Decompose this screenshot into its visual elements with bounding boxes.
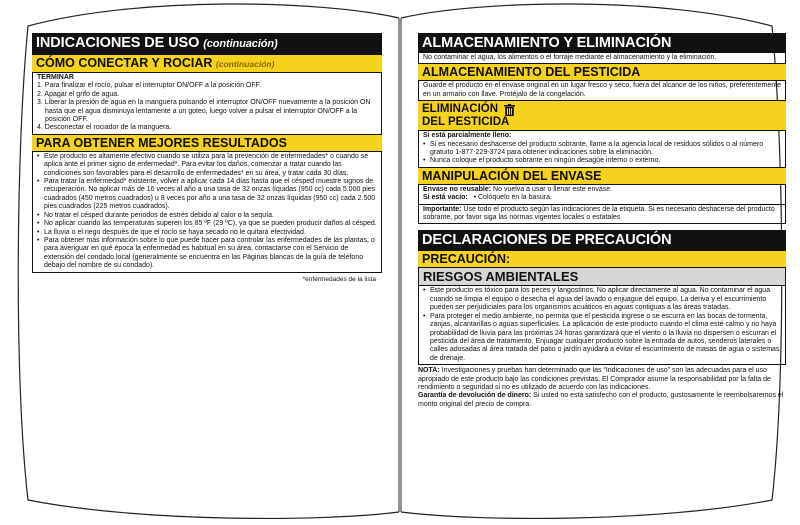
environmental-hazards-body [418, 286, 786, 365]
hazards-list [423, 287, 781, 363]
hazard-item: • Este producto es tóxico para los peces y langostinos. No aplicar directamente al agua. No contaminar el agua cuando se limpia el equipo o desecha el agua del lavado o enjuague del equipo. La deriva y el escurrimiento pueden ser perjudiciales para los organismos acuáticos en aguas contiguas a las áreas tratadas. [423, 287, 781, 312]
pesticide-disposal-heading [418, 100, 786, 131]
hazard-item: • Para proteger el medio ambiente, no permita que el pesticida ingrese o se escurra en las bocas de tormenta, zanjas, alcantarillas o aguas superficiales. La aplicación de este producto cuando el clima esté calmo y no haya probabilidad de lluvia para las próximas 24 horas garantizará que el viento o la lluvia no dispersen o escurran el pesticida del área de tratamiento. Enjuagar cualquier producto sobre la entrada de autos, senderos laterales o calles adosadas al área tratada del patio o jardín ayudará a evitar el escurrimiento de masas de agua o sistemas de drenaje. [423, 313, 781, 363]
partial-label: Si está parcialmente lleno: [423, 132, 512, 140]
empty-label: Si está vacío: [423, 194, 468, 202]
storage-disposal-title: ALMACENAMIENTO Y ELIMINACIÓN [418, 33, 786, 53]
nonreusable-text: No vuelva a usar o llenar este envase. [493, 185, 613, 193]
pesticide-disposal-body [418, 131, 786, 167]
guarantee-text: Si usted no está satisfecho con el producto, gustosamente le reembolsaremos el monto original del precio de compra. [418, 392, 784, 408]
connect-spray-title: CÓMO CONECTAR Y ROCIAR [36, 56, 213, 70]
connect-spray-heading [32, 54, 382, 73]
best-results-list [37, 153, 377, 271]
footnote: *enfermedades de la lista [302, 275, 376, 283]
directions-title [32, 33, 382, 54]
note-label: NOTA: [418, 367, 440, 375]
empty-text: • Colóquelo en la basura. [473, 194, 552, 202]
pesticide-storage-body: Guarde el producto en el envase original en un lugar fresco y seco, fuera del alcance de los niños, preferentemente en un armario con llave. Protéjalo de la congelación. [418, 81, 786, 100]
environmental-hazards-heading [418, 268, 786, 286]
best-results-item: • No tratar el césped durante periodos de estrés debido al calor o la sequía. [37, 212, 377, 220]
environmental-hazards-title: RIESGOS AMBIENTALES [423, 269, 579, 285]
important-label: Importante: [423, 205, 462, 213]
disposal-list [423, 141, 781, 166]
trash-can-icon [504, 104, 515, 116]
connect-spray-body [32, 73, 382, 134]
disposal-title-line1: ELIMINACIÓN [422, 103, 499, 116]
finish-step: 2. Apagar el grifo de agua. [37, 90, 120, 98]
best-results-item: • No aplicar cuando las temperaturas superen los 85 ºF (29 ºC), ya que se pueden producir daños al césped. [37, 220, 377, 228]
left-panel [32, 33, 382, 283]
best-results-item: • Para tratar la enfermedad* existente, volver a aplicar cada 14 días hasta que el césped muestre signos de recuperación. No aplicar más de 16 veces al año a una tasa de 32 onzas líquidas (950 cc) cada 5.000 pies cuadrados (450 metros cuadrados) u 8 veces por año a una tasa de 32 onzas líquidas (950 cc) cada 2.500 pies cuadrados (225 metros cuadrados). [37, 178, 377, 212]
best-results-item: • Para obtener más información sobre lo que puede hacer para controlar las enfermedades de las plantas, o para averiguar en qué época la enfermedad es habitual en su área, contactarse con el Servicio de extensión del condado local (generalmente se encuentra en las Páginas blancas de la guía de teléfono debajo del nombre de su condado). [37, 237, 377, 271]
pesticide-storage-heading: ALMACENAMIENTO DEL PESTICIDA [418, 63, 786, 81]
storage-intro: No contaminar el agua, los alimentos o el forraje mediante el almacenamiento y la eliminación. [418, 53, 786, 63]
important-note [418, 204, 786, 225]
right-panel [418, 33, 786, 409]
disposal-title-line2: DEL PESTICIDA [422, 116, 510, 129]
important-text: Use todo el producto según las indicaciones de la etiqueta. Si es necesario deshacerse del producto sobrante, por favor siga las normas vigentes locales o estatales [423, 205, 775, 222]
precaution-heading: PRECAUCIÓN: [418, 250, 786, 268]
terminar-label: TERMINAR [37, 74, 74, 81]
best-results-heading: PARA OBTENER MEJORES RESULTADOS [32, 134, 382, 152]
finish-step: 3. Liberar la presión de agua en la manguera pulsando el interruptor ON/OFF nuevamente a la posición ON hasta que el agua disminuya lentamente a un goteo, luego volver a pulsar el interruptor ON/OFF a la posición OFF. [37, 99, 371, 124]
container-handling-heading: MANIPULACIÓN DEL ENVASE [418, 167, 786, 185]
disposal-item: • Si es necesario deshacerse del producto sobrante, llame a la agencia local de residuos sólidos o al número gratuito 1-877-229-3724 para obtener indicaciones sobre la eliminación. [423, 141, 781, 158]
finish-step: 4. Desconectar el rociador de la manguera. [37, 124, 172, 132]
guarantee-label: Garantía de devolución de dinero: [418, 392, 532, 400]
finish-steps-list [37, 82, 377, 132]
directions-title-text: INDICACIONES DE USO [36, 35, 200, 51]
best-results-item: • Este producto es altamente efectivo cuando se utiliza para la prevención de enfermedades* o cuando se aplica ante el primer signo de enfermedad*. Para evitar los daños, comenzar a tratar cuando las condiciones son favorables para el desarrollo de enfermedades* en su área, y tratar cada 30 días. [37, 153, 377, 178]
best-results-body [32, 152, 382, 273]
directions-title-sub: (continuación) [203, 38, 278, 50]
connect-spray-sub: (continuación) [215, 59, 275, 69]
container-handling-body [418, 185, 786, 204]
note-text: Investigaciones y pruebas han determinado que las “Indicaciones de uso” son las adecuadas para el uso apropiado de este producto bajo las condiciones previstas. El Comprador asume la responsabilidad por la falta de rendimiento o seguridad si no es utilizado de acuerdo con las indicaciones. [418, 367, 771, 391]
precaution-title: DECLARACIONES DE PRECAUCIÓN [418, 230, 786, 250]
note-section [418, 365, 786, 409]
disposal-item: • Nunca coloque el producto sobrante en ningún desagüe interno o externo. [423, 157, 781, 165]
finish-step: 1. Para finalizar el rocío, pulsar el interruptor ON/OFF a la posición OFF. [37, 82, 262, 90]
nonreusable-label: Envase no reusable: [423, 185, 492, 193]
best-results-item: • La lluvia o el riego después de que el rocío se haya secado no le quitará efectividad. [37, 229, 377, 237]
